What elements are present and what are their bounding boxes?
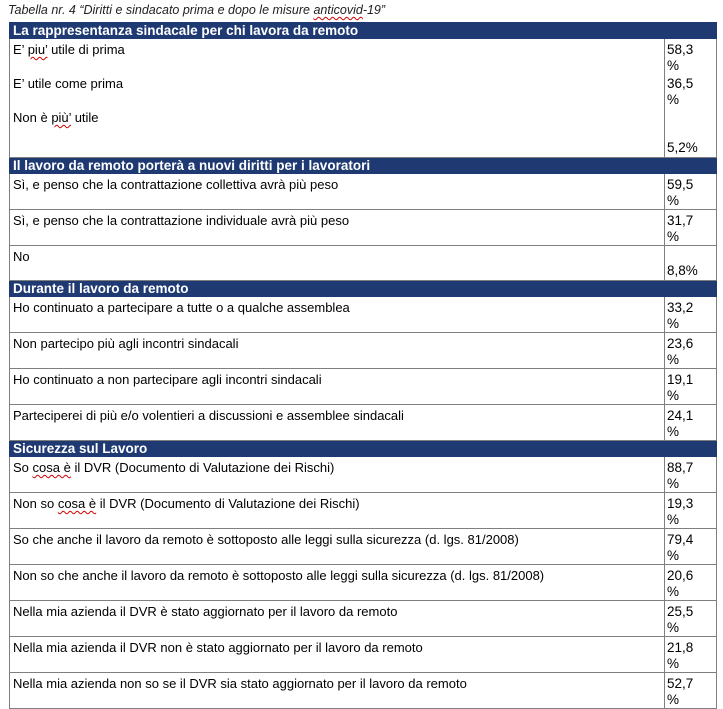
row-value: 5,2% xyxy=(667,140,698,155)
table-row xyxy=(10,39,717,158)
survey-table xyxy=(9,22,717,709)
row-label: Non so cosa è il DVR (Documento di Valutazione dei Rischi) xyxy=(10,493,665,529)
row-label: E’ piu’ utile di prima xyxy=(13,42,125,57)
row-label: Ho continuato a partecipare a tutte o a qualche assemblea xyxy=(10,297,665,333)
table-row xyxy=(10,637,717,673)
row-label: No xyxy=(10,246,665,281)
row-value: 52,7 % xyxy=(665,673,717,709)
row-label: Sì, e penso che la contrattazione individuale avrà più peso xyxy=(10,210,665,246)
table-row xyxy=(10,601,717,637)
row-value: 20,6 % xyxy=(665,565,717,601)
row-label-cell xyxy=(10,39,665,158)
row-label: So cosa è il DVR (Documento di Valutazione dei Rischi) xyxy=(10,457,665,493)
table-row xyxy=(10,565,717,601)
row-value: 21,8 % xyxy=(665,637,717,673)
row-label: Non partecipo più agli incontri sindacali xyxy=(10,333,665,369)
table-row xyxy=(10,369,717,405)
section-title: La rappresentanza sindacale per chi lavora da remoto xyxy=(10,23,717,39)
row-value: 88,7 % xyxy=(665,457,717,493)
section-header xyxy=(10,281,717,297)
caption-spellcheck-word: anticovid xyxy=(313,3,363,17)
row-label: Sì, e penso che la contrattazione collettiva avrà più peso xyxy=(10,174,665,210)
row-value-cell xyxy=(665,39,717,158)
row-value: 25,5 % xyxy=(665,601,717,637)
row-label: E’ utile come prima xyxy=(13,76,124,91)
row-label: Parteciperei di più e/o volentieri a discussioni e assemblee sindacali xyxy=(10,405,665,441)
table-row xyxy=(10,457,717,493)
row-label: Nella mia azienda il DVR non è stato aggiornato per il lavoro da remoto xyxy=(10,637,665,673)
row-value: 31,7 % xyxy=(665,210,717,246)
table-row xyxy=(10,673,717,709)
section-title: Il lavoro da remoto porterà a nuovi diritti per i lavoratori xyxy=(10,158,717,174)
row-label: Ho continuato a non partecipare agli incontri sindacali xyxy=(10,369,665,405)
row-label: Non so che anche il lavoro da remoto è sottoposto alle leggi sulla sicurezza (d. lgs. 81/2008) xyxy=(10,565,665,601)
row-label: So che anche il lavoro da remoto è sottoposto alle leggi sulla sicurezza (d. lgs. 81/2008) xyxy=(10,529,665,565)
table-row xyxy=(10,210,717,246)
row-value: 59,5 % xyxy=(665,174,717,210)
table-row xyxy=(10,529,717,565)
row-value: 24,1 % xyxy=(665,405,717,441)
table-row xyxy=(10,333,717,369)
table-row xyxy=(10,405,717,441)
row-label: Nella mia azienda il DVR è stato aggiornato per il lavoro da remoto xyxy=(10,601,665,637)
table-caption xyxy=(8,3,385,17)
table-row xyxy=(10,297,717,333)
table-row xyxy=(10,493,717,529)
row-value: 79,4 % xyxy=(665,529,717,565)
table-row xyxy=(10,174,717,210)
section-header xyxy=(10,23,717,39)
row-value: 33,2 % xyxy=(665,297,717,333)
row-value: 23,6 % xyxy=(665,333,717,369)
section-header xyxy=(10,158,717,174)
section-header xyxy=(10,441,717,457)
table-row xyxy=(10,246,717,281)
row-value: 58,3 % xyxy=(667,42,694,73)
row-value: 19,1 % xyxy=(665,369,717,405)
row-value: 36,5 % xyxy=(667,76,694,107)
caption-post: -19” xyxy=(362,3,386,17)
row-label: Non è più’ utile xyxy=(13,110,99,125)
row-value: 19,3 % xyxy=(665,493,717,529)
section-title: Sicurezza sul Lavoro xyxy=(10,441,717,457)
caption-pre: Tabella nr. 4 “Diritti e sindacato prima e dopo le misure xyxy=(8,3,314,17)
row-value: 8,8% xyxy=(665,246,717,281)
row-label: Nella mia azienda non so se il DVR sia stato aggiornato per il lavoro da remoto xyxy=(10,673,665,709)
section-title: Durante il lavoro da remoto xyxy=(10,281,717,297)
